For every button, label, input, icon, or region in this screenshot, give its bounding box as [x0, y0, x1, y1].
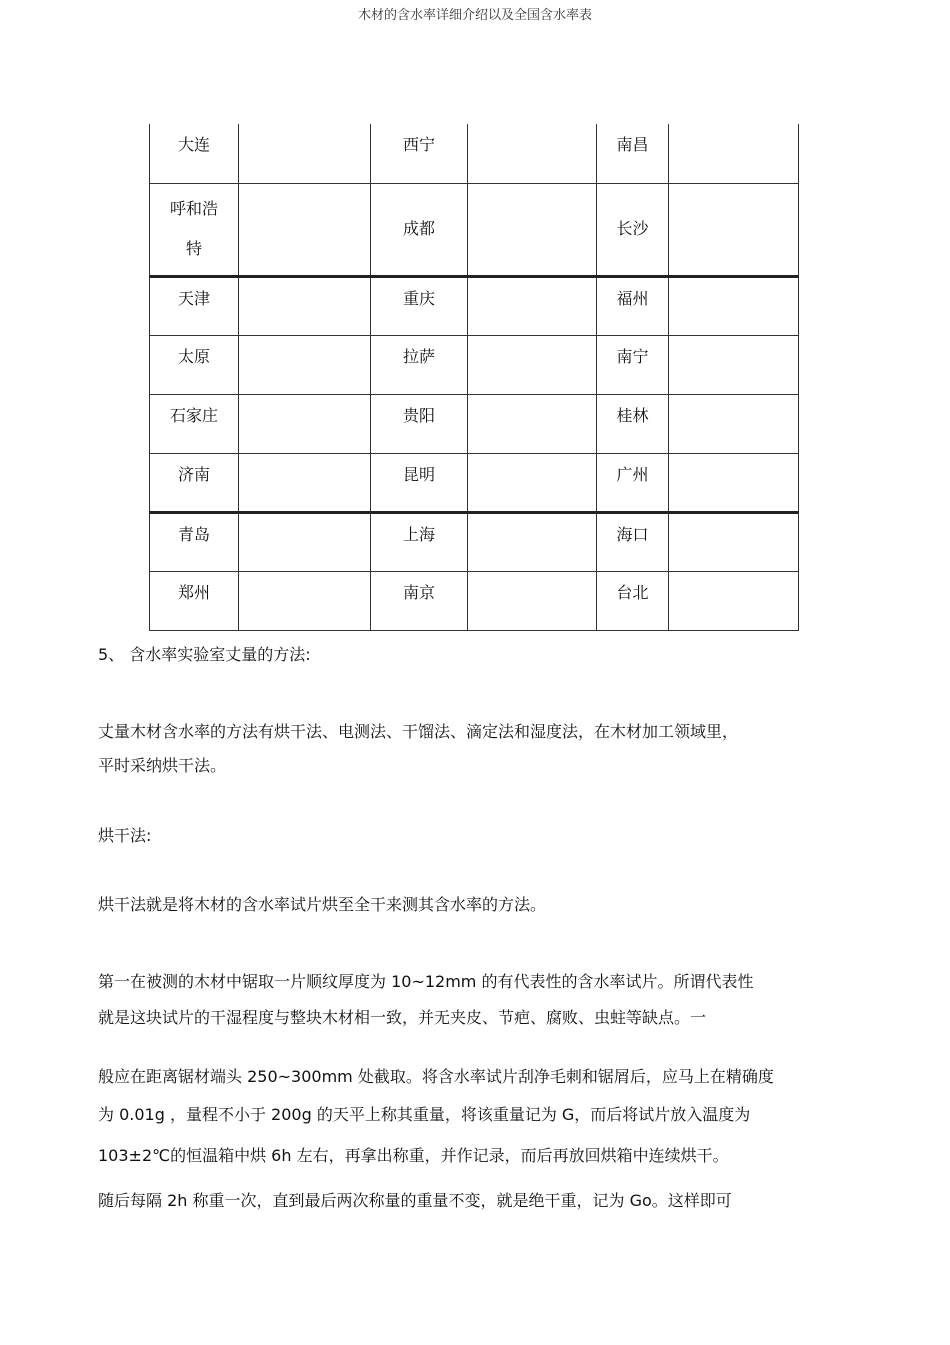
paragraph-methods-line: 平时采纳烘干法。 — [98, 756, 227, 775]
value-cell — [468, 124, 597, 183]
value-cell — [468, 394, 597, 453]
paragraph-procedure-line: 第一在被测的木材中锯取一片顺纹厚度为 10~12mm 的有代表性的含水率试片。所谓代表性 — [98, 972, 754, 991]
section-heading: 5、 含水率实验室丈量的方法: — [98, 645, 311, 664]
table-row — [150, 512, 799, 571]
value-cell — [669, 394, 799, 453]
paragraph-procedure-line: 103±2℃的恒温箱中烘 6h 左右，再拿出称重，并作记录，而后再放回烘箱中连续烘干。 — [98, 1146, 729, 1165]
moisture-content-table — [149, 124, 799, 631]
city-cell: 天津 — [150, 276, 239, 335]
value-cell — [669, 571, 799, 630]
city-cell — [150, 183, 239, 276]
value-cell — [669, 124, 799, 183]
city-cell: 昆明 — [371, 453, 468, 512]
value-cell — [669, 276, 799, 335]
city-cell: 上海 — [371, 512, 468, 571]
city-cell: 大连 — [150, 124, 239, 183]
value-cell — [669, 183, 799, 276]
city-cell: 南昌 — [597, 124, 669, 183]
value-cell — [669, 335, 799, 394]
city-cell: 成都 — [371, 183, 468, 276]
value-cell — [239, 183, 371, 276]
value-cell — [239, 453, 371, 512]
value-cell — [468, 453, 597, 512]
city-cell: 济南 — [150, 453, 239, 512]
table-row — [150, 571, 799, 630]
value-cell — [669, 453, 799, 512]
document-header: 木材的含水率详细介绍以及全国含水率表 — [357, 8, 592, 23]
paragraph-methods-line: 丈量木材含水率的方法有烘干法、电测法、干馏法、滴定法和湿度法，在木材加工领域里， — [98, 722, 739, 741]
city-cell: 南京 — [371, 571, 468, 630]
table-row — [150, 276, 799, 335]
city-cell: 青岛 — [150, 512, 239, 571]
value-cell — [468, 183, 597, 276]
table-row — [150, 394, 799, 453]
city-cell: 广州 — [597, 453, 669, 512]
city-cell: 西宁 — [371, 124, 468, 183]
table-row — [150, 335, 799, 394]
value-cell — [669, 512, 799, 571]
value-cell — [468, 571, 597, 630]
value-cell — [239, 276, 371, 335]
paragraph-drying-definition: 烘干法就是将木材的含水率试片烘至全干来测其含水率的方法。 — [98, 895, 547, 914]
value-cell — [239, 124, 371, 183]
city-cell: 拉萨 — [371, 335, 468, 394]
city-cell: 长沙 — [597, 183, 669, 276]
city-cell: 桂林 — [597, 394, 669, 453]
value-cell — [239, 512, 371, 571]
city-cell: 重庆 — [371, 276, 468, 335]
paragraph-procedure-line: 就是这块试片的干湿程度与整块木材相一致，并无夹皮、节疤、腐败、虫蛀等缺点。一 — [98, 1008, 707, 1027]
table-row — [150, 453, 799, 512]
paragraph-procedure-line: 随后每隔 2h 称重一次，直到最后两次称量的重量不变，就是绝干重，记为 Go。这样即可 — [98, 1191, 732, 1210]
value-cell — [239, 335, 371, 394]
city-cell: 福州 — [597, 276, 669, 335]
value-cell — [468, 335, 597, 394]
city-cell: 南宁 — [597, 335, 669, 394]
paragraph-procedure-line: 为 0.01g ，量程不小于 200g 的天平上称其重量，将该重量记为 G，而后将试片放入温度为 — [98, 1105, 751, 1124]
subheading-drying-method: 烘干法: — [98, 826, 152, 845]
paragraph-procedure-line: 般应在距离锯材端头 250~300mm 处截取。将含水率试片刮净毛刺和锯屑后，应马上在精确度 — [98, 1067, 774, 1086]
value-cell — [239, 394, 371, 453]
city-cell: 郑州 — [150, 571, 239, 630]
value-cell — [468, 276, 597, 335]
value-cell — [239, 571, 371, 630]
city-cell: 石家庄 — [150, 394, 239, 453]
city-cell: 太原 — [150, 335, 239, 394]
city-cell: 台北 — [597, 571, 669, 630]
table-row — [150, 124, 799, 183]
city-cell: 贵阳 — [371, 394, 468, 453]
city-name-wrapped: 呼和浩特 — [169, 199, 218, 258]
value-cell — [468, 512, 597, 571]
table-row — [150, 183, 799, 276]
city-cell: 海口 — [597, 512, 669, 571]
